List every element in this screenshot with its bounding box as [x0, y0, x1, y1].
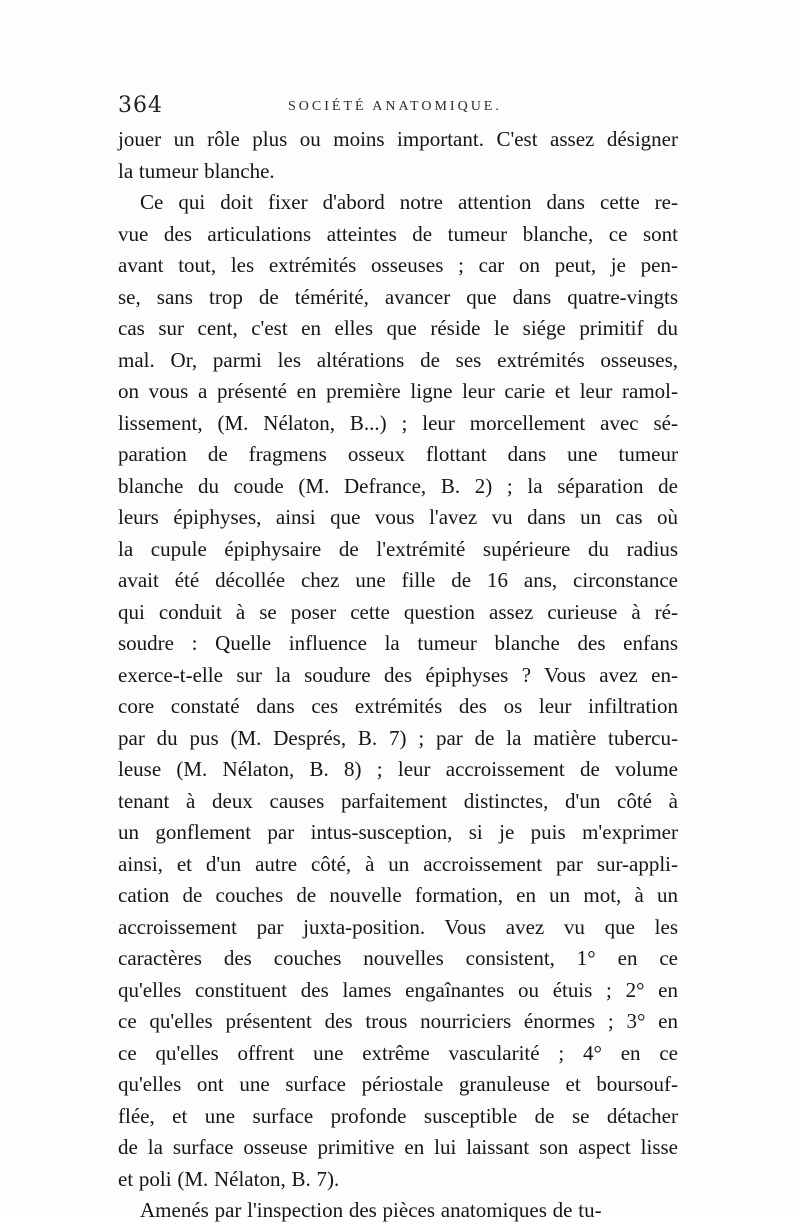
- text-line: un gonflement par intus-susception, si je puis m'exprimer: [118, 820, 678, 844]
- text-line: la cupule épiphysaire de l'extrémité supérieure du radius: [118, 536, 678, 561]
- text-line: avait été décollée chez une fille de 16 ans, circonstance: [118, 568, 678, 592]
- text-line: paration de fragmens osseux flottant dans une tumeur: [118, 442, 678, 466]
- text-line: Ce qui doit fixer d'abord notre attention dans cette re-: [140, 190, 678, 214]
- text-line: mal. Or, parmi les altérations de ses extrémités osseuses,: [118, 347, 678, 372]
- text-line: qu'elles constituent des lames engaînantes ou étuis ; 2° en: [118, 977, 678, 1002]
- text-line: qu'elles ont une surface périostale granuleuse et boursouf-: [118, 1072, 678, 1096]
- body-text: [118, 124, 678, 1227]
- running-head: SOCIÉTÉ ANATOMIQUE.: [288, 99, 502, 114]
- text-line: on vous a présenté en première ligne leur carie et leur ramol-: [118, 379, 678, 403]
- text-line: jouer un rôle plus ou moins important. C'est assez désigner: [118, 127, 678, 151]
- page-header: [118, 93, 678, 123]
- text-line: flée, et une surface profonde susceptible de se détacher: [118, 1103, 678, 1128]
- text-line: par du pus (M. Després, B. 7) ; par de la matière tubercu-: [118, 725, 678, 750]
- text-line: de la surface osseuse primitive en lui laissant son aspect lisse: [118, 1135, 678, 1159]
- text-line: accroissement par juxta-position. Vous avez vu que les: [118, 914, 678, 939]
- text-line: et poli (M. Nélaton, B. 7).: [118, 1166, 340, 1191]
- text-line: cation de couches de nouvelle formation, en un mot, à un: [118, 883, 678, 907]
- text-line: ainsi, et d'un autre côté, à un accroissement par sur-appli-: [118, 851, 678, 876]
- text-line: blanche du coude (M. Defrance, B. 2) ; la séparation de: [118, 473, 678, 498]
- text-line: leurs épiphyses, ainsi que vous l'avez vu dans un cas où: [118, 505, 678, 529]
- text-line: qui conduit à se poser cette question assez curieuse à ré-: [118, 599, 678, 624]
- text-line: caractères des couches nouvelles consistent, 1° en ce: [118, 946, 678, 970]
- text-line: vue des articulations atteintes de tumeur blanche, ce sont: [118, 221, 678, 246]
- text-line: leuse (M. Nélaton, B. 8) ; leur accroissement de volume: [118, 757, 678, 781]
- text-line: exerce-t-elle sur la soudure des épiphyses ? Vous avez en-: [118, 662, 678, 687]
- text-line: ce qu'elles présentent des trous nourriciers énormes ; 3° en: [118, 1009, 678, 1033]
- text-line: core constaté dans ces extrémités des os leur infiltration: [118, 694, 678, 718]
- text-line: cas sur cent, c'est en elles que réside le siége primitif du: [118, 316, 678, 340]
- text-line: avant tout, les extrémités osseuses ; car on peut, je pen-: [118, 253, 678, 277]
- page-number: 364: [118, 93, 163, 118]
- text-line: la tumeur blanche.: [118, 158, 275, 183]
- text-line: soudre : Quelle influence la tumeur blanche des enfans: [118, 631, 678, 655]
- text-line: se, sans trop de témérité, avancer que dans quatre-vingts: [118, 284, 678, 309]
- text-line: Amenés par l'inspection des pièces anatomiques de tu-: [140, 1198, 602, 1222]
- text-line: lissement, (M. Nélaton, B...) ; leur morcellement avec sé-: [118, 410, 678, 435]
- text-line: ce qu'elles offrent une extrême vascularité ; 4° en ce: [118, 1040, 678, 1065]
- text-line: tenant à deux causes parfaitement distinctes, d'un côté à: [118, 788, 678, 813]
